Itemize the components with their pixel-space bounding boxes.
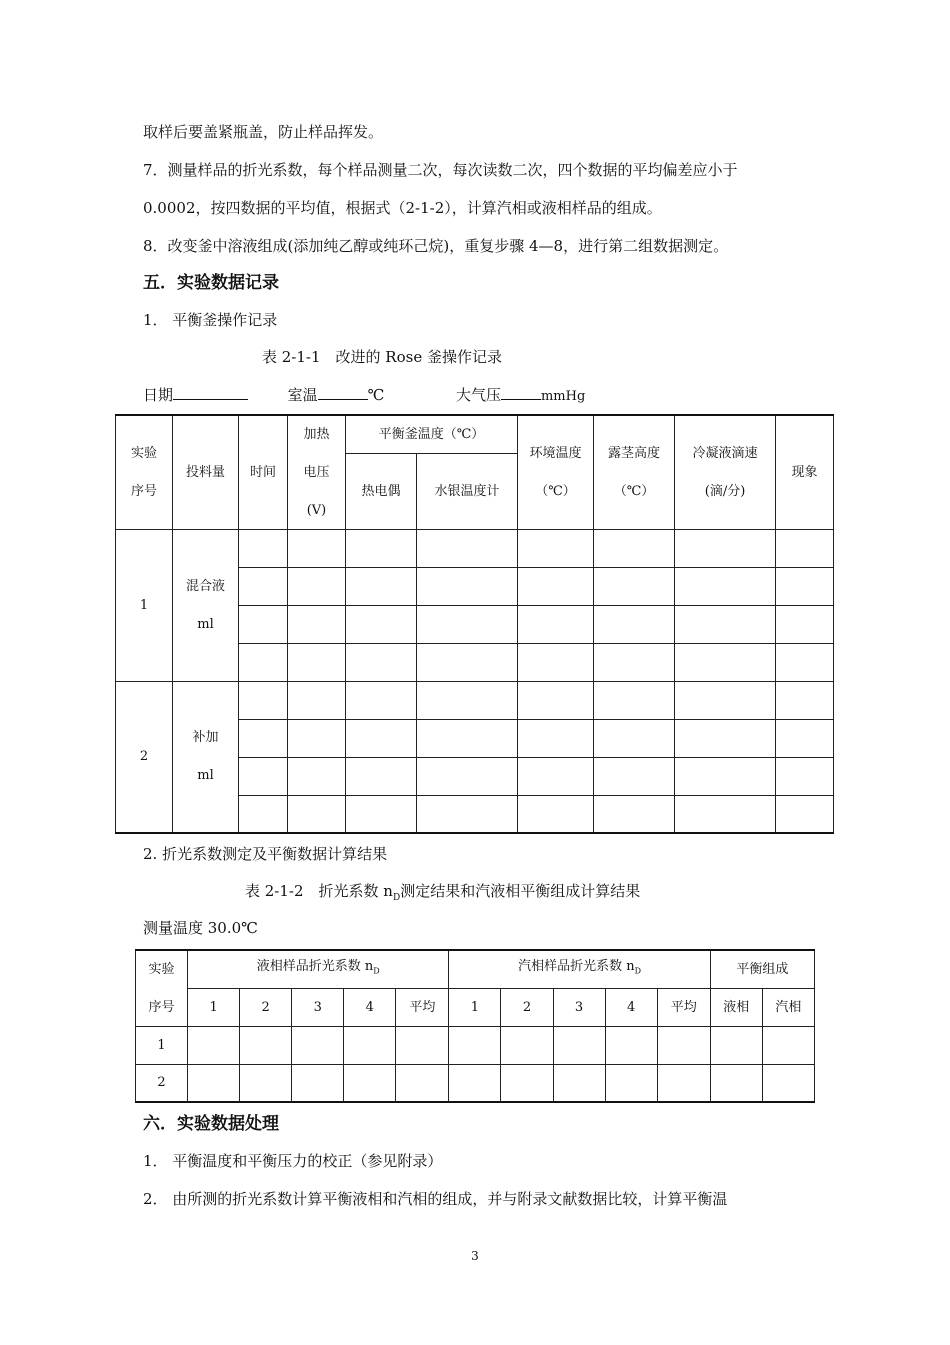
- row1-feed: 混合液 ml: [173, 529, 239, 681]
- row2-seq: 2: [116, 681, 173, 833]
- t2-row-1: 1: [136, 1026, 188, 1064]
- date-label: 日期: [143, 386, 174, 404]
- header-feed: 投料量: [173, 415, 239, 529]
- t2-vap-col-2: 2: [501, 988, 553, 1026]
- t2-vap-col-1: 1: [449, 988, 501, 1026]
- t2-header-eq-composition: 平衡组成: [710, 950, 814, 988]
- t2-eq-liquid: 液相: [710, 988, 762, 1026]
- header-time: 时间: [239, 415, 288, 529]
- meta-line: [143, 384, 585, 407]
- t2-liq-col-3: 3: [292, 988, 344, 1026]
- table1-caption: 表 2-1-1 改进的 Rose 釜操作记录: [262, 348, 502, 366]
- t2-vap-col-avg: 平均: [657, 988, 710, 1026]
- t2-vap-col-4: 4: [605, 988, 657, 1026]
- t2-header-vapor: 汽相样品折光系数 $n_D$: [449, 950, 710, 988]
- paragraph-step-7-cont: 0.0002，按四数据的平均值，根据式（2-1-2），计算汽相或液相样品的组成。: [143, 199, 662, 217]
- t2-vap-col-3: 3: [553, 988, 605, 1026]
- table-rose-operation-record: [115, 414, 834, 834]
- t2-liq-col-2: 2: [240, 988, 292, 1026]
- header-drip-rate: 冷凝液滴速 (滴/分): [675, 415, 776, 529]
- header-thermocouple: 热电偶: [346, 453, 417, 529]
- t2-liq-col-4: 4: [344, 988, 396, 1026]
- item-composition-calc: 2． 由所测的折光系数计算平衡液相和汽相的组成，并与附录文献数据比较，计算平衡温: [143, 1190, 728, 1208]
- item-correction: 1． 平衡温度和平衡压力的校正（参见附录）: [143, 1152, 443, 1170]
- table-refractive-index: [135, 949, 815, 1103]
- header-stem-height: 露茎高度 （℃）: [594, 415, 675, 529]
- paragraph-step-8: 8．改变釜中溶液组成(添加纯乙醇或纯环己烷)，重复步骤 4—8，进行第二组数据测定。: [143, 237, 729, 255]
- t2-eq-vapor: 汽相: [762, 988, 814, 1026]
- header-voltage: 加热 电压 (V): [288, 415, 346, 529]
- date-blank: [173, 384, 248, 400]
- item-refractive-index: 2. 折光系数测定及平衡数据计算结果: [143, 845, 388, 863]
- header-eq-temp: 平衡釜温度（℃）: [346, 415, 518, 453]
- section-heading-data-record: 五．实验数据记录: [143, 273, 279, 293]
- item-operation-record: 1． 平衡釜操作记录: [143, 311, 278, 329]
- pressure-blank: [501, 384, 541, 400]
- room-temp-blank: [318, 384, 368, 400]
- t2-header-liquid: 液相样品折光系数 $n_D$: [188, 950, 449, 988]
- pressure-label: 大气压: [455, 386, 501, 404]
- measure-temperature: 测量温度 30.0℃: [143, 919, 258, 937]
- row1-seq: 1: [116, 529, 173, 681]
- header-phenomenon: 现象: [776, 415, 834, 529]
- room-temp-label: 室温: [287, 386, 318, 404]
- page-number: 3: [471, 1249, 479, 1263]
- t2-liq-col-1: 1: [188, 988, 240, 1026]
- t2-header-seq: 实验 序号: [136, 950, 188, 1026]
- t2-liq-col-avg: 平均: [396, 988, 449, 1026]
- table2-caption: 表 2-1-2 折光系数 $n_D$测定结果和汽液相平衡组成计算结果: [245, 882, 641, 903]
- section-heading-data-processing: 六．实验数据处理: [143, 1114, 279, 1134]
- pressure-unit: mmHg: [540, 389, 586, 404]
- t2-row-2: 2: [136, 1064, 188, 1102]
- header-seq: 实验 序号: [116, 415, 173, 529]
- paragraph-sample-capping: 取样后要盖紧瓶盖，防止样品挥发。: [143, 123, 384, 141]
- room-temp-unit: ℃: [367, 386, 385, 404]
- row2-feed: 补加 ml: [173, 681, 239, 833]
- paragraph-step-7: 7．测量样品的折光系数，每个样品测量二次，每次读数二次，四个数据的平均偏差应小于: [143, 161, 738, 179]
- header-hg-thermometer: 水银温度计: [417, 453, 518, 529]
- header-env-temp: 环境温度 （℃）: [518, 415, 594, 529]
